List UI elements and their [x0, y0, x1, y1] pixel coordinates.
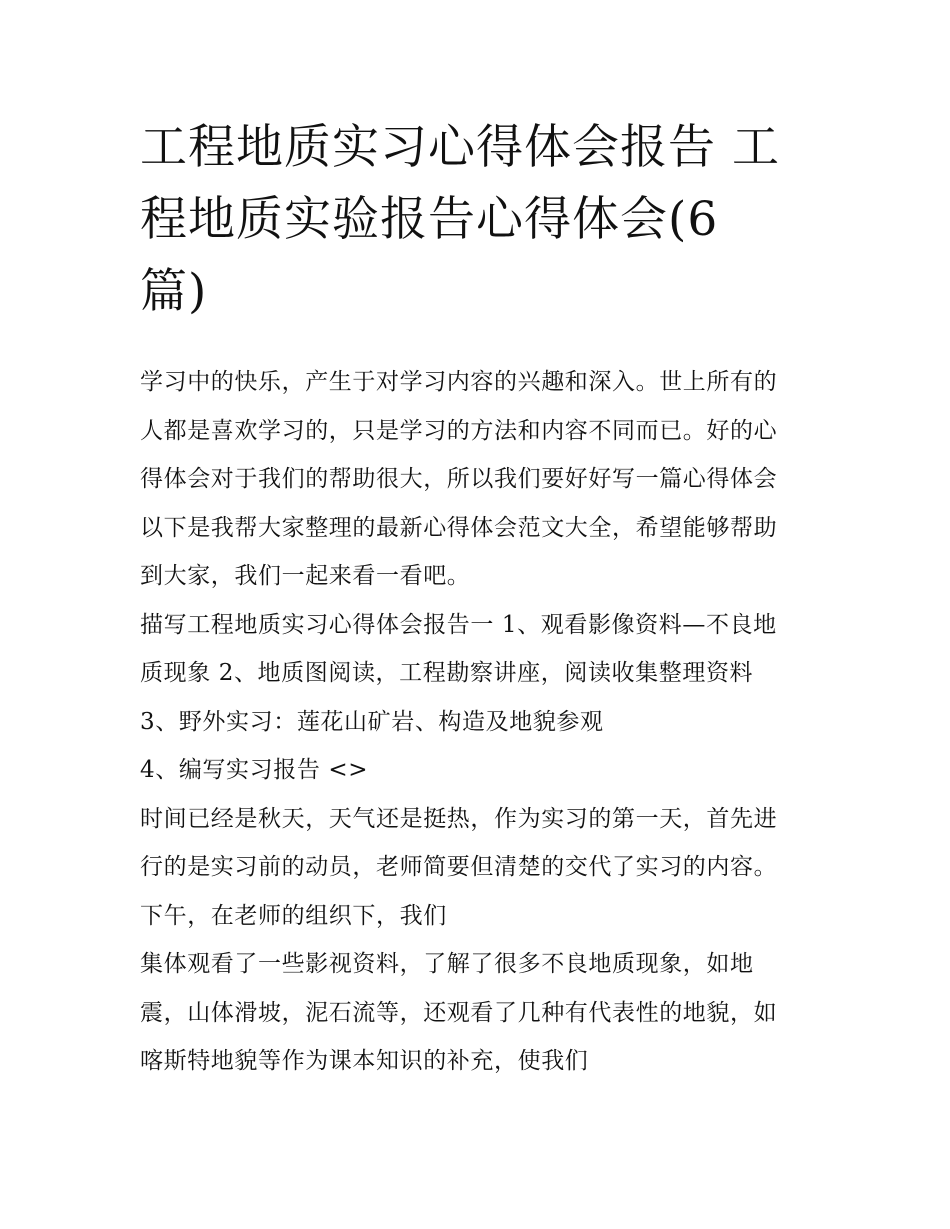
text-line: 以下是我帮大家整理的最新心得体会范文大全，希望能够帮助	[140, 514, 778, 541]
text-line: 到大家，我们一起来看一看吧。	[140, 563, 471, 589]
document-body	[140, 358, 820, 1086]
text-line: 震，山体滑坡，泥石流等，还观看了几种有代表性的地貌，如	[140, 999, 778, 1026]
text-line: 人都是喜欢学习的，只是学习的方法和内容不同而已。好的心	[140, 417, 778, 444]
text-line: 下午，在老师的组织下，我们	[140, 902, 447, 929]
title-line: 程地质实验报告心得体会(6	[140, 192, 719, 247]
document-title	[140, 112, 820, 328]
text-line: 时间已经是秋天，天气还是挺热，作为实习的第一天，首先进	[140, 805, 778, 832]
text-line: 描写工程地质实习心得体会报告一 1、观看影像资料—不良地	[140, 611, 777, 638]
text-line: 行的是实习前的动员，老师简要但清楚的交代了实习的内容。	[140, 854, 778, 880]
text-line: 喀斯特地貌等作为课本知识的补充，使我们	[140, 1048, 589, 1074]
text-line: 得体会对于我们的帮助很大，所以我们要好好写一篇心得体会	[140, 466, 778, 492]
text-line: 4、编写实习报告 <>	[140, 757, 369, 783]
title-line: 篇)	[140, 264, 208, 319]
text-line: 学习中的快乐，产生于对学习内容的兴趣和深入。世上所有的	[140, 369, 778, 395]
text-line: 3、野外实习：莲花山矿岩、构造及地貌参观	[140, 708, 604, 735]
title-line: 工程地质实习心得体会报告 工	[140, 120, 780, 175]
text-line: 集体观看了一些影视资料，了解了很多不良地质现象，如地	[140, 951, 754, 977]
text-line: 质现象 2、地质图阅读，工程勘察讲座，阅读收集整理资料	[140, 660, 754, 686]
